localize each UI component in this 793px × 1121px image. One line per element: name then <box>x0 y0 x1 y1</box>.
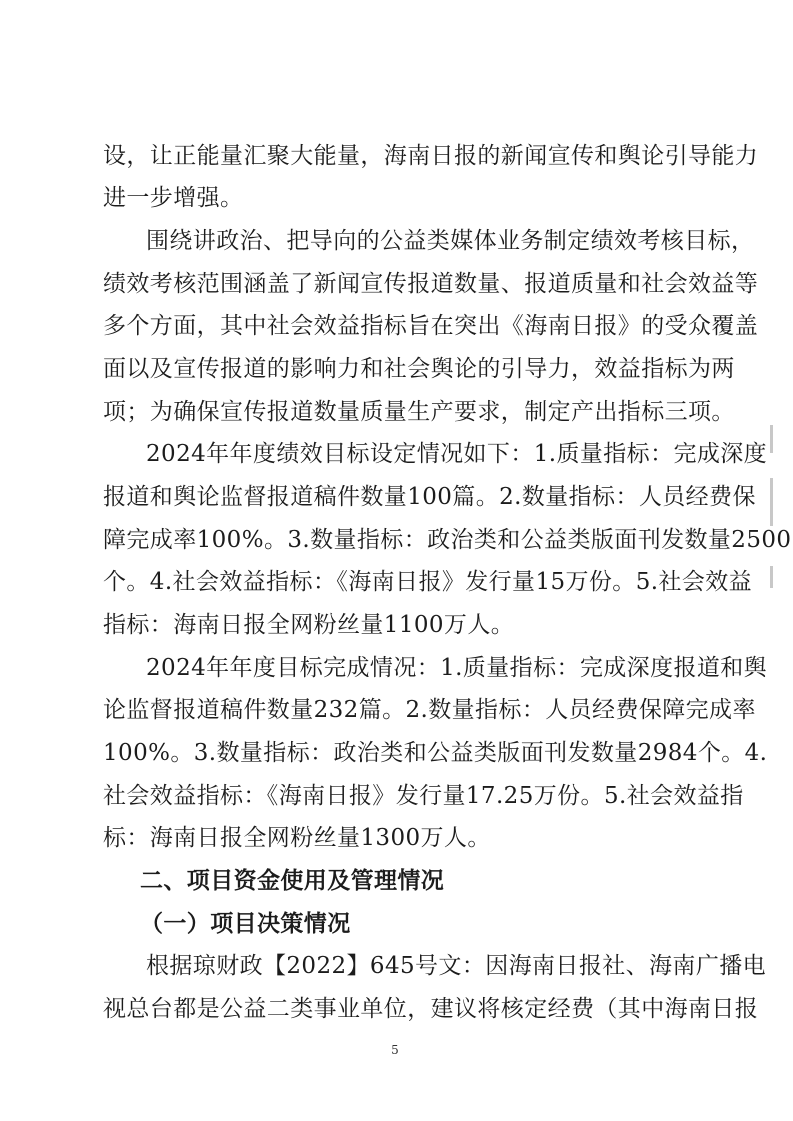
section-heading: 二、项目资金使用及管理情况 <box>140 868 445 894</box>
paragraph-line: 多个方面，其中社会效益指标旨在突出《海南日报》的受众覆盖 <box>103 313 759 339</box>
paragraph-line: 100%。3.数量指标：政治类和公益类版面刊发数量2984个。4. <box>103 740 768 766</box>
paragraph-line: 个。4.社会效益指标：《海南日报》发行量15万份。5.社会效益 <box>103 569 753 595</box>
paragraph-line: 指标：海南日报全网粉丝量1100万人。 <box>103 612 515 638</box>
paragraph-line: 围绕讲政治、把导向的公益类媒体业务制定绩效考核目标， <box>146 228 755 254</box>
paragraph-line: 2024年年度绩效目标设定情况如下：1.质量指标：完成深度 <box>146 441 768 467</box>
paragraph-line: 社会效益指标：《海南日报》发行量17.25万份。5.社会效益指 <box>103 783 744 809</box>
scan-edge-mark <box>770 425 773 453</box>
scan-edge-mark <box>770 566 773 588</box>
paragraph-line: 绩效考核范围涵盖了新闻宣传报道数量、报道质量和社会效益等 <box>103 271 759 297</box>
paragraph-line: 面以及宣传报道的影响力和社会舆论的引导力，效益指标为两 <box>103 356 735 382</box>
scan-edge-mark <box>770 478 773 526</box>
paragraph-line: 进一步增强。 <box>103 185 244 211</box>
paragraph-line: 论监督报道稿件数量232篇。2.数量指标：人员经费保障完成率 <box>103 697 756 723</box>
paragraph-line: 标：海南日报全网粉丝量1300万人。 <box>103 825 491 851</box>
paragraph-line: 项；为确保宣传报道数量质量生产要求，制定产出指标三项。 <box>103 399 735 425</box>
paragraph-line: 报道和舆论监督报道稿件数量100篇。2.数量指标：人员经费保 <box>103 484 756 510</box>
subsection-heading: （一）项目决策情况 <box>140 911 351 937</box>
paragraph-line: 障完成率100%。3.数量指标：政治类和公益类版面刊发数量2500 <box>103 527 792 553</box>
page-number: 5 <box>391 1043 399 1057</box>
paragraph-line: 视总台都是公益二类事业单位，建议将核定经费（其中海南日报 <box>103 996 759 1022</box>
paragraph-line: 根据琼财政【2022】645号文：因海南日报社、海南广播电 <box>146 953 767 979</box>
paragraph-line: 2024年年度目标完成情况：1.质量指标：完成深度报道和舆 <box>146 655 768 681</box>
paragraph-line: 设，让正能量汇聚大能量，海南日报的新闻宣传和舆论引导能力 <box>103 143 759 169</box>
